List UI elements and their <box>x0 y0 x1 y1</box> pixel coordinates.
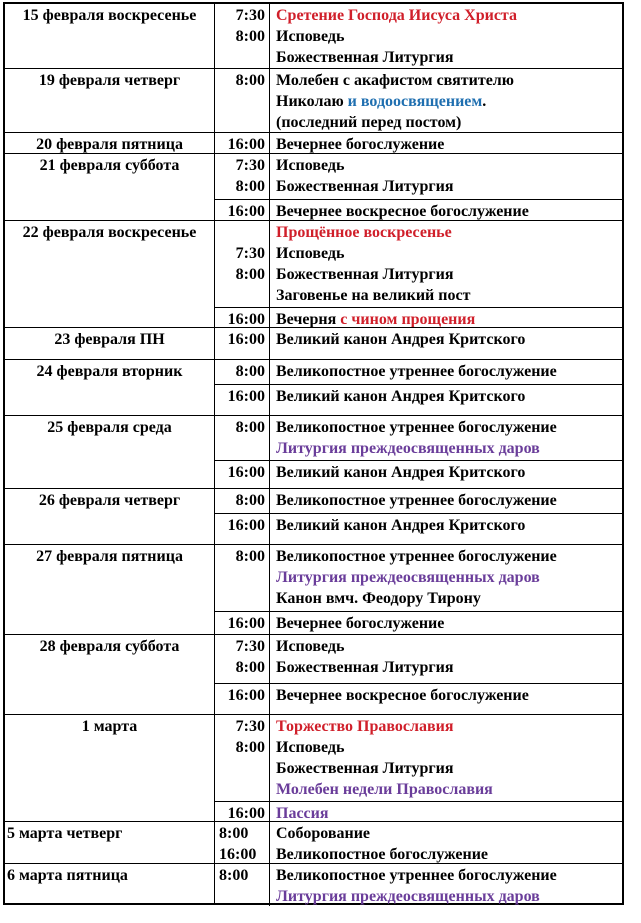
time-cell <box>215 385 270 416</box>
schedule-row <box>5 488 622 544</box>
event-text: Николаю <box>276 93 348 110</box>
event-line <box>276 613 622 634</box>
events-cell <box>270 545 622 611</box>
event-line <box>276 844 622 864</box>
time-value: 7:30 <box>235 638 265 655</box>
time-cell <box>215 328 270 360</box>
date-cell: 23 февраля ПН <box>5 328 215 359</box>
time-value: 16:00 <box>227 136 265 153</box>
event-line <box>276 737 622 758</box>
date-cell: 19 февраля четверг <box>5 69 215 132</box>
event-text: Великопостное утреннее богослужение <box>276 363 557 380</box>
event-text: Великий канон Андрея Критского <box>276 388 526 405</box>
service-block <box>215 635 622 683</box>
date-cell: 20 февраля пятница <box>5 133 215 153</box>
event-line <box>276 329 622 350</box>
time-cell <box>215 864 270 906</box>
schedule-row <box>5 132 622 153</box>
events-cell <box>270 154 622 199</box>
time-cell <box>215 416 270 460</box>
event-line <box>276 91 622 112</box>
event-suffix: . <box>482 93 487 110</box>
time-cell <box>215 684 270 715</box>
service-block <box>215 683 622 715</box>
schedule-row <box>5 220 622 327</box>
time-value: 7:30 <box>235 245 265 262</box>
event-text: Молебен недели Православия <box>276 781 493 798</box>
events-cell <box>270 133 622 154</box>
event-line <box>276 886 622 906</box>
time-cell <box>215 635 270 683</box>
time-cell <box>215 489 270 513</box>
event-line <box>276 47 622 68</box>
time-value <box>215 285 265 306</box>
event-text: Великопостное утреннее богослужение <box>276 867 557 884</box>
event-line <box>276 490 622 511</box>
event-line <box>276 588 622 609</box>
event-text: Молебен с акафистом святителю <box>276 72 515 89</box>
time-value <box>215 47 265 68</box>
event-line <box>276 779 622 800</box>
time-value: 8:00 <box>235 178 265 195</box>
event-line <box>276 285 622 306</box>
time-value: 8:00 <box>219 825 249 842</box>
service-block <box>215 307 622 328</box>
time-value: 8:00 <box>235 659 265 676</box>
event-text: Исповедь <box>276 739 345 756</box>
event-line <box>276 386 622 407</box>
events-cell <box>270 385 622 416</box>
event-line <box>276 823 622 844</box>
service-block <box>215 822 622 864</box>
event-text: Исповедь <box>276 638 345 655</box>
time-value: 8:00 <box>235 363 265 380</box>
service-block <box>215 69 622 133</box>
event-text: Вечернее богослужение <box>276 615 445 632</box>
event-text: (последний перед постом) <box>276 114 462 131</box>
event-text: Литургия преждеосвященных даров <box>276 440 540 457</box>
time-value: 16:00 <box>227 331 265 348</box>
event-text: Божественная Литургия <box>276 49 454 66</box>
service-block <box>215 864 622 906</box>
time-cell <box>215 802 270 822</box>
time-cell <box>215 822 270 864</box>
service-block <box>215 4 622 68</box>
service-block <box>215 611 622 635</box>
time-value: 8:00 <box>235 266 265 283</box>
time-value: 8:00 <box>235 739 265 756</box>
event-line <box>276 112 622 133</box>
time-value: 16:00 <box>227 464 265 481</box>
events-cell <box>270 635 622 683</box>
schedule-row <box>5 863 622 905</box>
event-text: Великопостное утреннее богослужение <box>276 419 557 436</box>
event-line <box>276 657 622 678</box>
time-value: 7:30 <box>235 157 265 174</box>
events-cell <box>270 328 622 360</box>
events-cell <box>270 69 622 133</box>
time-cell <box>215 308 270 328</box>
time-cell <box>215 221 270 307</box>
event-line <box>276 243 622 264</box>
schedule-table <box>3 2 624 905</box>
events-cell <box>270 684 622 715</box>
event-line <box>276 417 622 438</box>
event-text: Соборование <box>276 825 371 842</box>
time-cell <box>215 545 270 611</box>
events-cell <box>270 715 622 801</box>
date-cell: 1 марта <box>5 715 215 821</box>
time-cell <box>215 133 270 154</box>
event-text: Божественная Литургия <box>276 266 454 283</box>
event-line <box>276 201 622 221</box>
event-highlight: с чином прощения <box>340 311 476 328</box>
schedule-row <box>5 68 622 132</box>
event-line <box>276 567 622 588</box>
time-cell <box>215 200 270 221</box>
event-line <box>276 155 622 176</box>
schedule-row <box>5 359 622 415</box>
event-line <box>276 26 622 47</box>
time-value: 16:00 <box>227 687 265 704</box>
events-cell <box>270 514 622 545</box>
service-block <box>215 221 622 307</box>
events-cell <box>270 4 622 68</box>
schedule-row <box>5 714 622 821</box>
time-cell <box>215 69 270 133</box>
schedule-row <box>5 821 622 863</box>
events-cell <box>270 802 622 822</box>
event-text: Заговенье на великий пост <box>276 287 471 304</box>
service-block <box>215 545 622 611</box>
service-block <box>215 328 622 360</box>
time-value: 8:00 <box>235 419 265 436</box>
event-line <box>276 515 622 536</box>
service-block <box>215 384 622 416</box>
events-cell <box>270 200 622 221</box>
event-text: Исповедь <box>276 28 345 45</box>
event-text: Литургия преждеосвященных даров <box>276 888 540 905</box>
event-line <box>276 176 622 197</box>
time-cell <box>215 715 270 801</box>
time-value: 16:00 <box>227 517 265 534</box>
events-cell <box>270 822 622 864</box>
service-block <box>215 460 622 489</box>
events-cell <box>270 360 622 384</box>
schedule-row <box>5 327 622 359</box>
service-block <box>215 801 622 822</box>
time-value: 16:00 <box>219 846 257 863</box>
event-line <box>276 70 622 91</box>
date-cell: 26 февраля четверг <box>5 489 215 544</box>
events-cell <box>270 461 622 489</box>
event-line <box>276 636 622 657</box>
service-block <box>215 416 622 460</box>
time-value: 7:30 <box>235 7 265 24</box>
time-cell <box>215 4 270 68</box>
schedule-row <box>5 4 622 68</box>
event-text: Вечерня <box>276 311 341 328</box>
schedule-row <box>5 153 622 220</box>
time-value: 16:00 <box>227 388 265 405</box>
event-line <box>276 222 622 243</box>
event-text: Вечернее воскресное богослужение <box>276 687 529 704</box>
date-cell: 5 марта четверг <box>5 822 215 863</box>
event-text: Исповедь <box>276 245 345 262</box>
event-line <box>276 758 622 779</box>
schedule-row <box>5 634 622 714</box>
time-value: 8:00 <box>235 72 265 89</box>
time-value: 7:30 <box>235 718 265 735</box>
event-text: Великий канон Андрея Критского <box>276 517 526 534</box>
service-block <box>215 489 622 513</box>
event-text: Великий канон Андрея Критского <box>276 331 526 348</box>
schedule-row <box>5 544 622 634</box>
event-line <box>276 5 622 26</box>
time-cell <box>215 612 270 635</box>
time-value: 8:00 <box>235 548 265 565</box>
service-block <box>215 199 622 221</box>
time-value: 16:00 <box>227 805 265 822</box>
event-line <box>276 438 622 459</box>
event-line <box>276 865 622 886</box>
time-cell <box>215 360 270 384</box>
event-text: Великопостное богослужение <box>276 846 489 863</box>
time-value <box>215 222 265 243</box>
time-value: 8:00 <box>219 867 249 884</box>
time-value: 16:00 <box>227 203 265 220</box>
event-text: Сретение Господа Иисуса Христа <box>276 7 517 24</box>
events-cell <box>270 612 622 635</box>
event-text: Прощённое воскресенье <box>276 224 452 241</box>
event-highlight: и водоосвящением <box>347 93 483 110</box>
event-text: Великопостное утреннее богослужение <box>276 548 557 565</box>
date-cell: 24 февраля вторник <box>5 360 215 415</box>
event-line <box>276 134 622 154</box>
time-cell <box>215 461 270 489</box>
events-cell <box>270 864 622 906</box>
time-value: 8:00 <box>235 492 265 509</box>
time-cell <box>215 514 270 545</box>
date-cell: 25 февраля среда <box>5 416 215 488</box>
event-text: Великопостное утреннее богослужение <box>276 492 557 509</box>
event-line <box>276 685 622 706</box>
event-text: Канон вмч. Феодору Тирону <box>276 590 481 607</box>
service-block <box>215 133 622 154</box>
event-line <box>276 309 622 328</box>
time-value: 16:00 <box>227 615 265 632</box>
event-text: Божественная Литургия <box>276 659 454 676</box>
service-block <box>215 360 622 384</box>
event-text: Вечернее воскресное богослужение <box>276 203 529 220</box>
service-block <box>215 154 622 199</box>
time-value: 16:00 <box>227 311 265 328</box>
event-line <box>276 716 622 737</box>
events-cell <box>270 221 622 307</box>
date-cell: 22 февраля воскресенье <box>5 221 215 327</box>
schedule-row <box>5 415 622 488</box>
event-line <box>276 546 622 567</box>
events-cell <box>270 308 622 328</box>
date-cell: 28 февраля суббота <box>5 635 215 714</box>
events-cell <box>270 489 622 513</box>
event-text: Вечернее богослужение <box>276 136 445 153</box>
date-cell: 6 марта пятница <box>5 864 215 905</box>
service-block <box>215 513 622 545</box>
date-cell: 27 февраля пятница <box>5 545 215 634</box>
event-text: Исповедь <box>276 157 345 174</box>
event-text: Божественная Литургия <box>276 178 454 195</box>
event-line <box>276 361 622 382</box>
event-text: Пассия <box>276 805 329 822</box>
event-text: Торжество Православия <box>276 718 454 735</box>
date-cell: 15 февраля воскресенье <box>5 4 215 68</box>
event-text: Литургия преждеосвященных даров <box>276 569 540 586</box>
event-text: Великий канон Андрея Критского <box>276 464 526 481</box>
service-block <box>215 715 622 801</box>
event-text: Божественная Литургия <box>276 760 454 777</box>
event-line <box>276 462 622 483</box>
event-line <box>276 264 622 285</box>
date-cell: 21 февраля суббота <box>5 154 215 220</box>
event-line <box>276 803 622 822</box>
events-cell <box>270 416 622 460</box>
time-value: 8:00 <box>235 28 265 45</box>
time-cell <box>215 154 270 199</box>
